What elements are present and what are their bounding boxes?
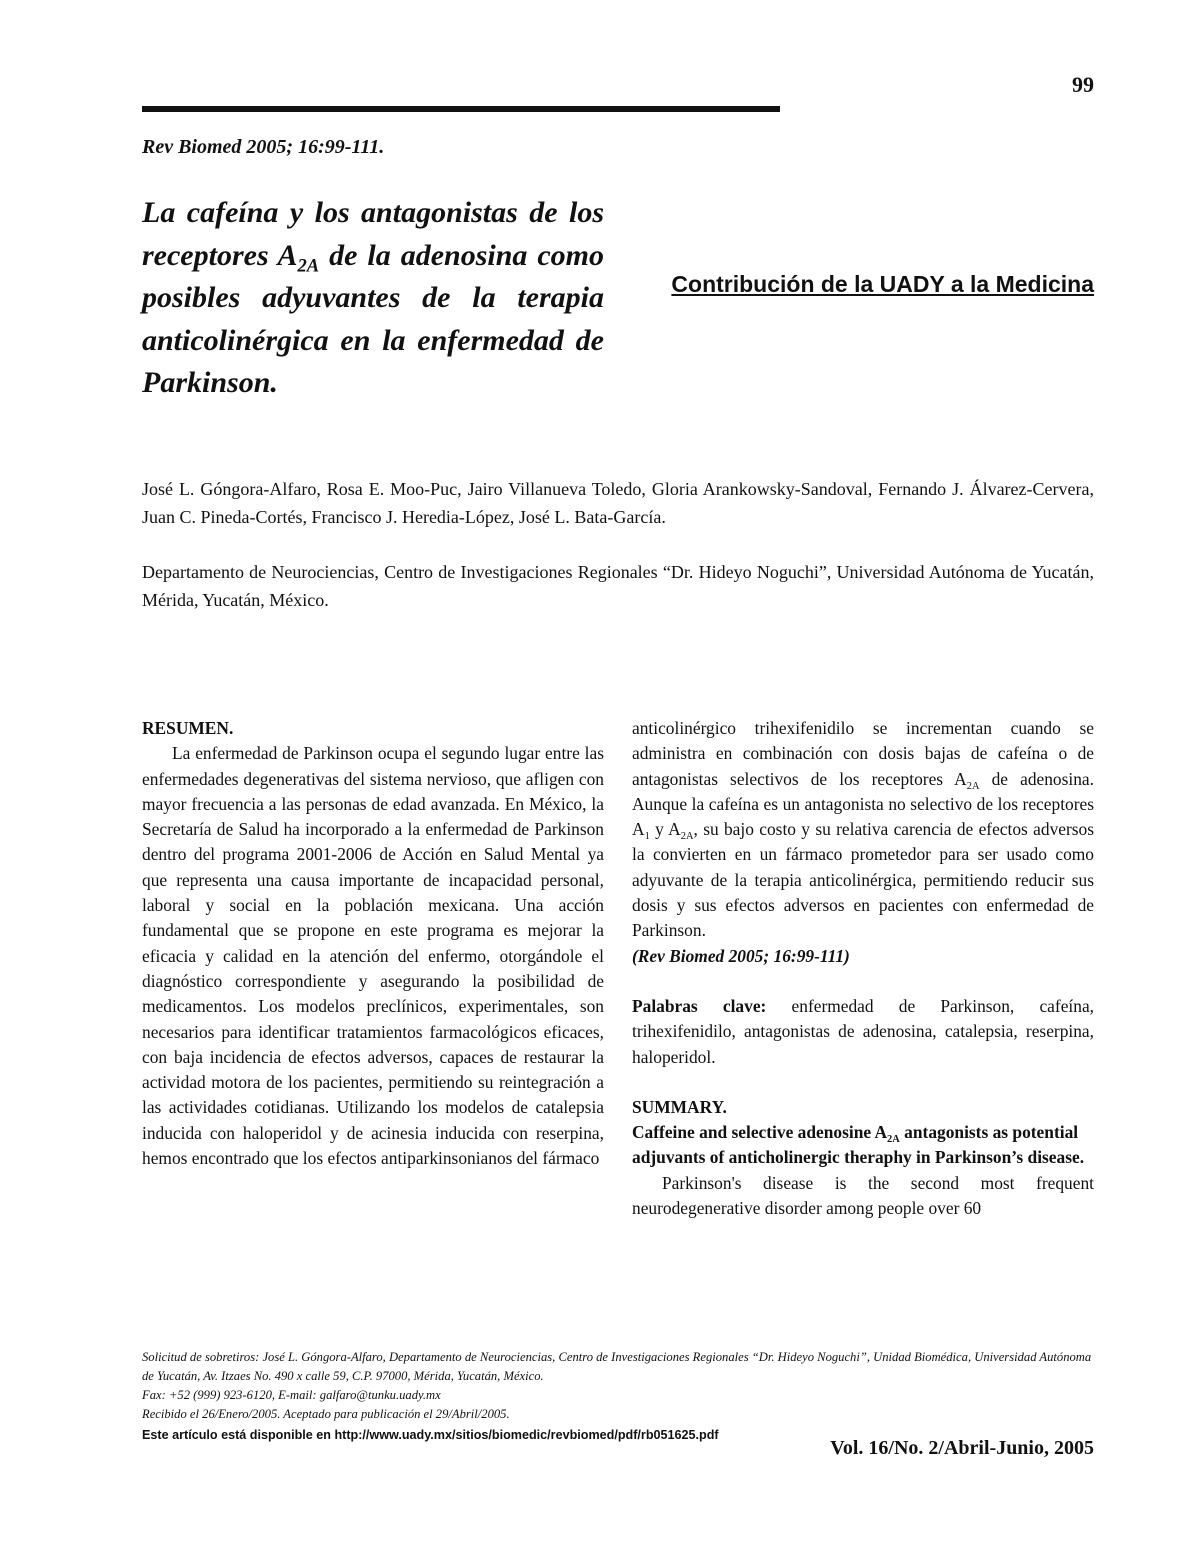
left-column <box>142 716 604 1171</box>
resumen-heading: RESUMEN. <box>142 718 234 738</box>
summary-title-subscript: 2A <box>887 1134 900 1146</box>
correspondence-footnote <box>142 1348 1094 1424</box>
keywords <box>632 994 1094 1070</box>
summary-heading: SUMMARY. <box>632 1096 727 1117</box>
title-part-2: de la adenosina como posibles adyuvantes de la terapia anticolinérgica en la enfermedad de Parkinson. <box>142 238 604 399</box>
summary-title-a: Caffeine and selective adenosine A <box>632 1122 888 1143</box>
subscript-1: 1 <box>644 831 650 843</box>
section-banner: Contribución de la UADY a la Medicina <box>671 271 1094 297</box>
subscript-2a-second: 2A <box>680 831 694 843</box>
article-title <box>142 192 604 405</box>
summary-title <box>632 1120 1094 1171</box>
header-rule <box>142 106 780 112</box>
right-column <box>632 716 1094 1221</box>
affiliation: Departamento de Neurociencias, Centro de Investigaciones Regionales “Dr. Hideyo Noguchi”, Universidad Autónoma de Yucatán, Mérida, Yucatán, México. <box>142 562 1094 610</box>
resumen-text-a: anticolinérgico trihexifenidilo se incrementan cuando se administra en combinación con dosis bajas de cafeína o de antagonistas selectivos de los receptores A <box>632 718 1094 789</box>
availability-link[interactable]: Este artículo está disponible en http://www.uady.mx/sitios/biomedic/revbiomed/pdf/rb051625.pdf <box>142 1428 719 1442</box>
summary-title-b: antagonists as potential adjuvants of anticholinergic theraphy in Parkinson’s disease. <box>632 1122 1085 1168</box>
keywords-label: Palabras clave: <box>632 995 767 1016</box>
footnote-contact: Fax: +52 (999) 923-6120, E-mail: galfaro@tunku.uady.mx <box>142 1388 441 1402</box>
resumen-text-b: de adenosina. Aunque la cafeína es un antagonista no selectivo de los receptores A <box>632 768 1094 840</box>
resumen-paragraph-1: La enfermedad de Parkinson ocupa el segundo lugar entre las enfermedades degenerativas del sistema nervioso, que afligen con mayor frecuencia a las personas de edad avanzada. En México, la Secretaría de Salud ha incorporado a la enfermedad de Parkinson dentro del programa 2001-2006 de Acción en Salud Mental ya que representa una causa importante de incapacidad personal, laboral y social en la población mexicana. Una acción fundamental que se propone en este programa es mejorar la eficacia y calidad en la atención del enfermo, otorgándole el diagnóstico correspondiente y asegurando la posibilidad de medicamentos. Los modelos preclínicos, experimentales, son necesarios para identificar tratamientos farmacológicos eficaces, con baja incidencia de efectos adversos, capaces de restaurar la actividad motora de los pacientes, permitiendo su reintegración a las actividades cotidianas. Utilizando los modelos de catalepsia inducida con haloperidol y de acinesia inducida con reserpina, hemos encontrado que los efectos antiparkinsonianos del fármaco <box>142 743 604 1169</box>
resumen-citation: (Rev Biomed 2005; 16:99-111) <box>632 945 850 966</box>
resumen-paragraph-2 <box>632 716 1094 944</box>
footnote-dates: Recibido el 26/Enero/2005. Aceptado para publicación el 29/Abril/2005. <box>142 1407 510 1421</box>
journal-citation: Rev Biomed 2005; 16:99-111. <box>142 136 385 158</box>
resumen-text-c: y A <box>649 819 681 840</box>
spacer <box>632 1070 1094 1095</box>
summary-paragraph-1: Parkinson's disease is the second most frequent neurodegenerative disorder among people over 60 <box>632 1172 1094 1219</box>
subscript-2a: 2A <box>966 780 980 792</box>
title-subscript: 2A <box>297 255 320 276</box>
footnote-reprints: Solicitud de sobretiros: José L. Góngora-Alfaro, Departamento de Neurociencias, Centro de Investigaciones Regionales “Dr. Hideyo Noguchi”, Unidad Biomédica, Universidad Autónoma de Yucatán, Av. Itzaes No. 490 x calle 59, C.P. 97000, Mérida, Yucatán, México. <box>142 1350 1092 1383</box>
author-list: José L. Góngora-Alfaro, Rosa E. Moo-Puc, Jairo Villanueva Toledo, Gloria Arankowsky-Sandoval, Fernando J. Álvarez-Cervera, Juan C. Pineda-Cortés, Francisco J. Heredia-López, José L. Bata-García. <box>142 479 1094 527</box>
title-part-1: La cafeína y los antagonistas de los receptores A <box>142 196 604 272</box>
keywords-text: enfermedad de Parkinson, cafeína, trihexifenidilo, antagonistas de adenosina, catalepsia, reserpina, haloperidol. <box>632 995 1095 1067</box>
issue-info: Vol. 16/No. 2/Abril-Junio, 2005 <box>830 1437 1094 1459</box>
page-number: 99 <box>1072 72 1094 97</box>
resumen-text-d: , su bajo costo y su relativa carencia de efectos adversos la convierten en un fármaco prometedor para ser usado como adyuvante de la terapia anticolinérgica, permitiendo reducir sus dosis y sus efectos adversos en pacientes con enfermedad de Parkinson. <box>632 819 1094 941</box>
